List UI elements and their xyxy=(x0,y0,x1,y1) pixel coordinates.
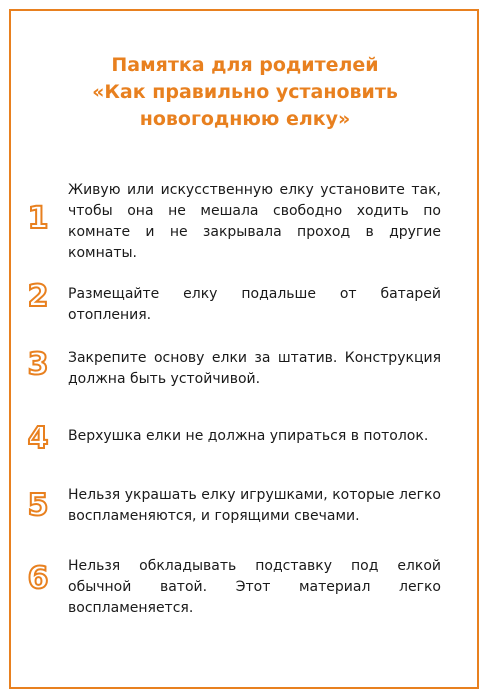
title-line-1: Памятка для родителей xyxy=(111,54,379,76)
item-text: Нельзя обкладывать подставку под елкой обычной ватой. Этот материал легко воспламеняется. xyxy=(68,558,441,616)
item-number: 1 xyxy=(27,201,49,236)
item-text: Живую или искусственную елку установите так, чтобы она не мешала свободно ходить по комнате и не закрывала проход в другие комнаты. xyxy=(68,182,441,261)
item-number: 4 xyxy=(27,421,49,456)
item-number: 6 xyxy=(27,561,49,596)
item-text: Размещайте елку подальше от батарей отопления. xyxy=(68,286,441,323)
item-text: Нельзя украшать елку игрушками, которые легко воспламеняются, и горящими свечами. xyxy=(68,487,441,524)
title-line-3: новогоднюю елку» xyxy=(139,108,351,130)
item-text: Верхушка елки не должна упираться в потолок. xyxy=(68,428,429,444)
item-number: 2 xyxy=(27,279,49,314)
item-text: Закрепите основу елки за штатив. Конструкция должна быть устойчивой. xyxy=(68,350,441,387)
title-line-2: «Как правильно установить xyxy=(92,81,398,103)
item-number: 3 xyxy=(27,347,49,382)
item-number: 5 xyxy=(27,488,49,523)
page-title xyxy=(0,52,490,133)
